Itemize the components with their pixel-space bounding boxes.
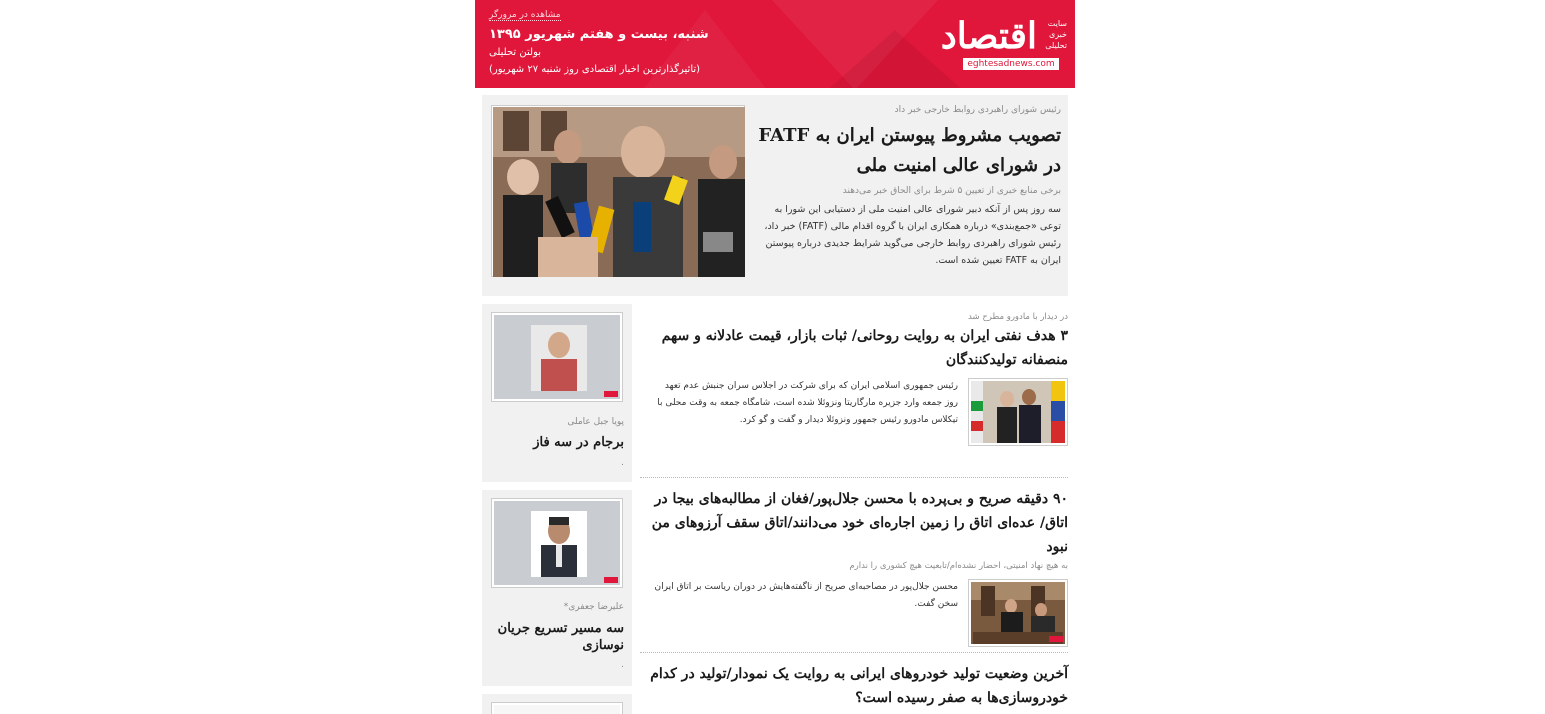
logo-wordmark: اقتصاد: [940, 15, 1037, 57]
newsletter-date: شنبه، بیست و هفتم شهریور ۱۳۹۵: [489, 27, 709, 42]
news-item[interactable]: [640, 487, 1068, 649]
news-subkicker: به هیچ نهاد امنیتی، احضار نشده‌ام/تابعیت هیچ کشوری را ندارم: [849, 561, 1068, 571]
opinion-card[interactable]: [482, 694, 632, 714]
bulletin-label: بولتن تحلیلی: [489, 47, 542, 58]
news-divider: [640, 477, 1068, 478]
newsletter-header: [475, 0, 1075, 88]
news-description: محسن جلال‌پور در مصاحبه‌ای صریح از ناگفته‌هایش در دوران ریاست بر اتاق ایران سخن گفت.: [654, 582, 958, 609]
view-in-browser-link[interactable]: مشاهده در مرورگر: [489, 10, 561, 20]
site-logo[interactable]: [940, 14, 1067, 70]
news-item[interactable]: [640, 662, 1068, 710]
news-photo[interactable]: [968, 378, 1068, 446]
opinion-card[interactable]: [482, 490, 632, 686]
header-decoration: [635, 10, 775, 88]
opinion-author: پویا جبل عاملی: [567, 417, 624, 427]
opinion-title[interactable]: برجام در سه فاز: [533, 435, 624, 450]
news-title[interactable]: آخرین وضعیت تولید خودروهای ایرانی به روایت یک نمودار/تولید در کدام خودروسازی‌ها به صفر رسیده است؟: [650, 666, 1068, 706]
author-photo[interactable]: [491, 702, 623, 714]
logo-tagline: سایت خبری تحلیلی: [1045, 19, 1067, 50]
author-photo[interactable]: [491, 498, 623, 588]
news-title[interactable]: ۹۰ دقیقه صریح و بی‌پرده با محسن جلال‌پور/فغان از مطالبه‌های بیجا در اتاق/ عده‌ای اتاق را زمین اجاره‌ای خود می‌دانند/اتاق سقف آرزوهای من نبود: [651, 491, 1068, 555]
newsletter-page: [475, 0, 1075, 714]
top-story-kicker: رئیس شورای راهبردی روابط خارجی خبر داد: [894, 105, 1061, 115]
top-story-title[interactable]: تصویب مشروط پیوستن ایران به FATF در شورای عالی امنیت ملی: [758, 125, 1061, 176]
author-photo[interactable]: [491, 312, 623, 402]
opinion-dot: .: [621, 458, 624, 468]
news-description: رئیس جمهوری اسلامی ایران که برای شرکت در اجلاس سران جنبش عدم تعهد روز جمعه وارد جزیره مارگاریتا ونزوئلا شده است، شامگاه جمعه به وقت محلی با تیکلاس مادورو رئیس جمهور ونزوئلا دیدار و گفت و گو کرد.: [657, 381, 958, 425]
opinion-title[interactable]: سه مسیر تسریع جریان نوسازی: [497, 621, 624, 653]
logo-url: eghtesadnews.com: [963, 58, 1059, 70]
news-photo[interactable]: [968, 579, 1068, 647]
logo-badge-icon: [604, 391, 618, 397]
top-story-body: سه روز پس از آنکه دبیر شورای عالی امنیت ملی از دستیابی این شورا به توعی «جمع‌بندی» درباره همکاری ایران با گروه اقدام مالی (FATF) خبر داد، رئیس شورای راهبردی روابط خارجی می‌گوید شرایط جدیدی درباره پیوستن ایران به FATF تعیین شده است.: [764, 204, 1061, 266]
logo-badge-icon: [604, 577, 618, 583]
opinion-author: علیرضا جعفری*: [563, 602, 624, 612]
logo-badge-icon: [1049, 636, 1063, 642]
top-story-subkicker: برخی منابع خبری از تعیین ۵ شرط برای الحاق خبر می‌دهند: [842, 186, 1061, 196]
news-item[interactable]: [640, 310, 1068, 448]
top-story[interactable]: [482, 95, 1068, 296]
opinion-card[interactable]: [482, 304, 632, 482]
news-title[interactable]: ۳ هدف نفتی ایران به روایت روحانی/ ثبات بازار، قیمت عادلانه و سهم منصفانه تولیدکنندگان: [661, 328, 1068, 368]
press-conference-photo[interactable]: [491, 105, 745, 277]
news-kicker: در دیدار با مادورو مطرح شد: [968, 312, 1068, 322]
news-divider: [640, 652, 1068, 653]
opinion-dot: .: [621, 660, 624, 670]
bulletin-subtitle: (تاثیرگذارترین اخبار اقتصادی روز شنبه ۲۷ شهریور): [489, 64, 701, 75]
